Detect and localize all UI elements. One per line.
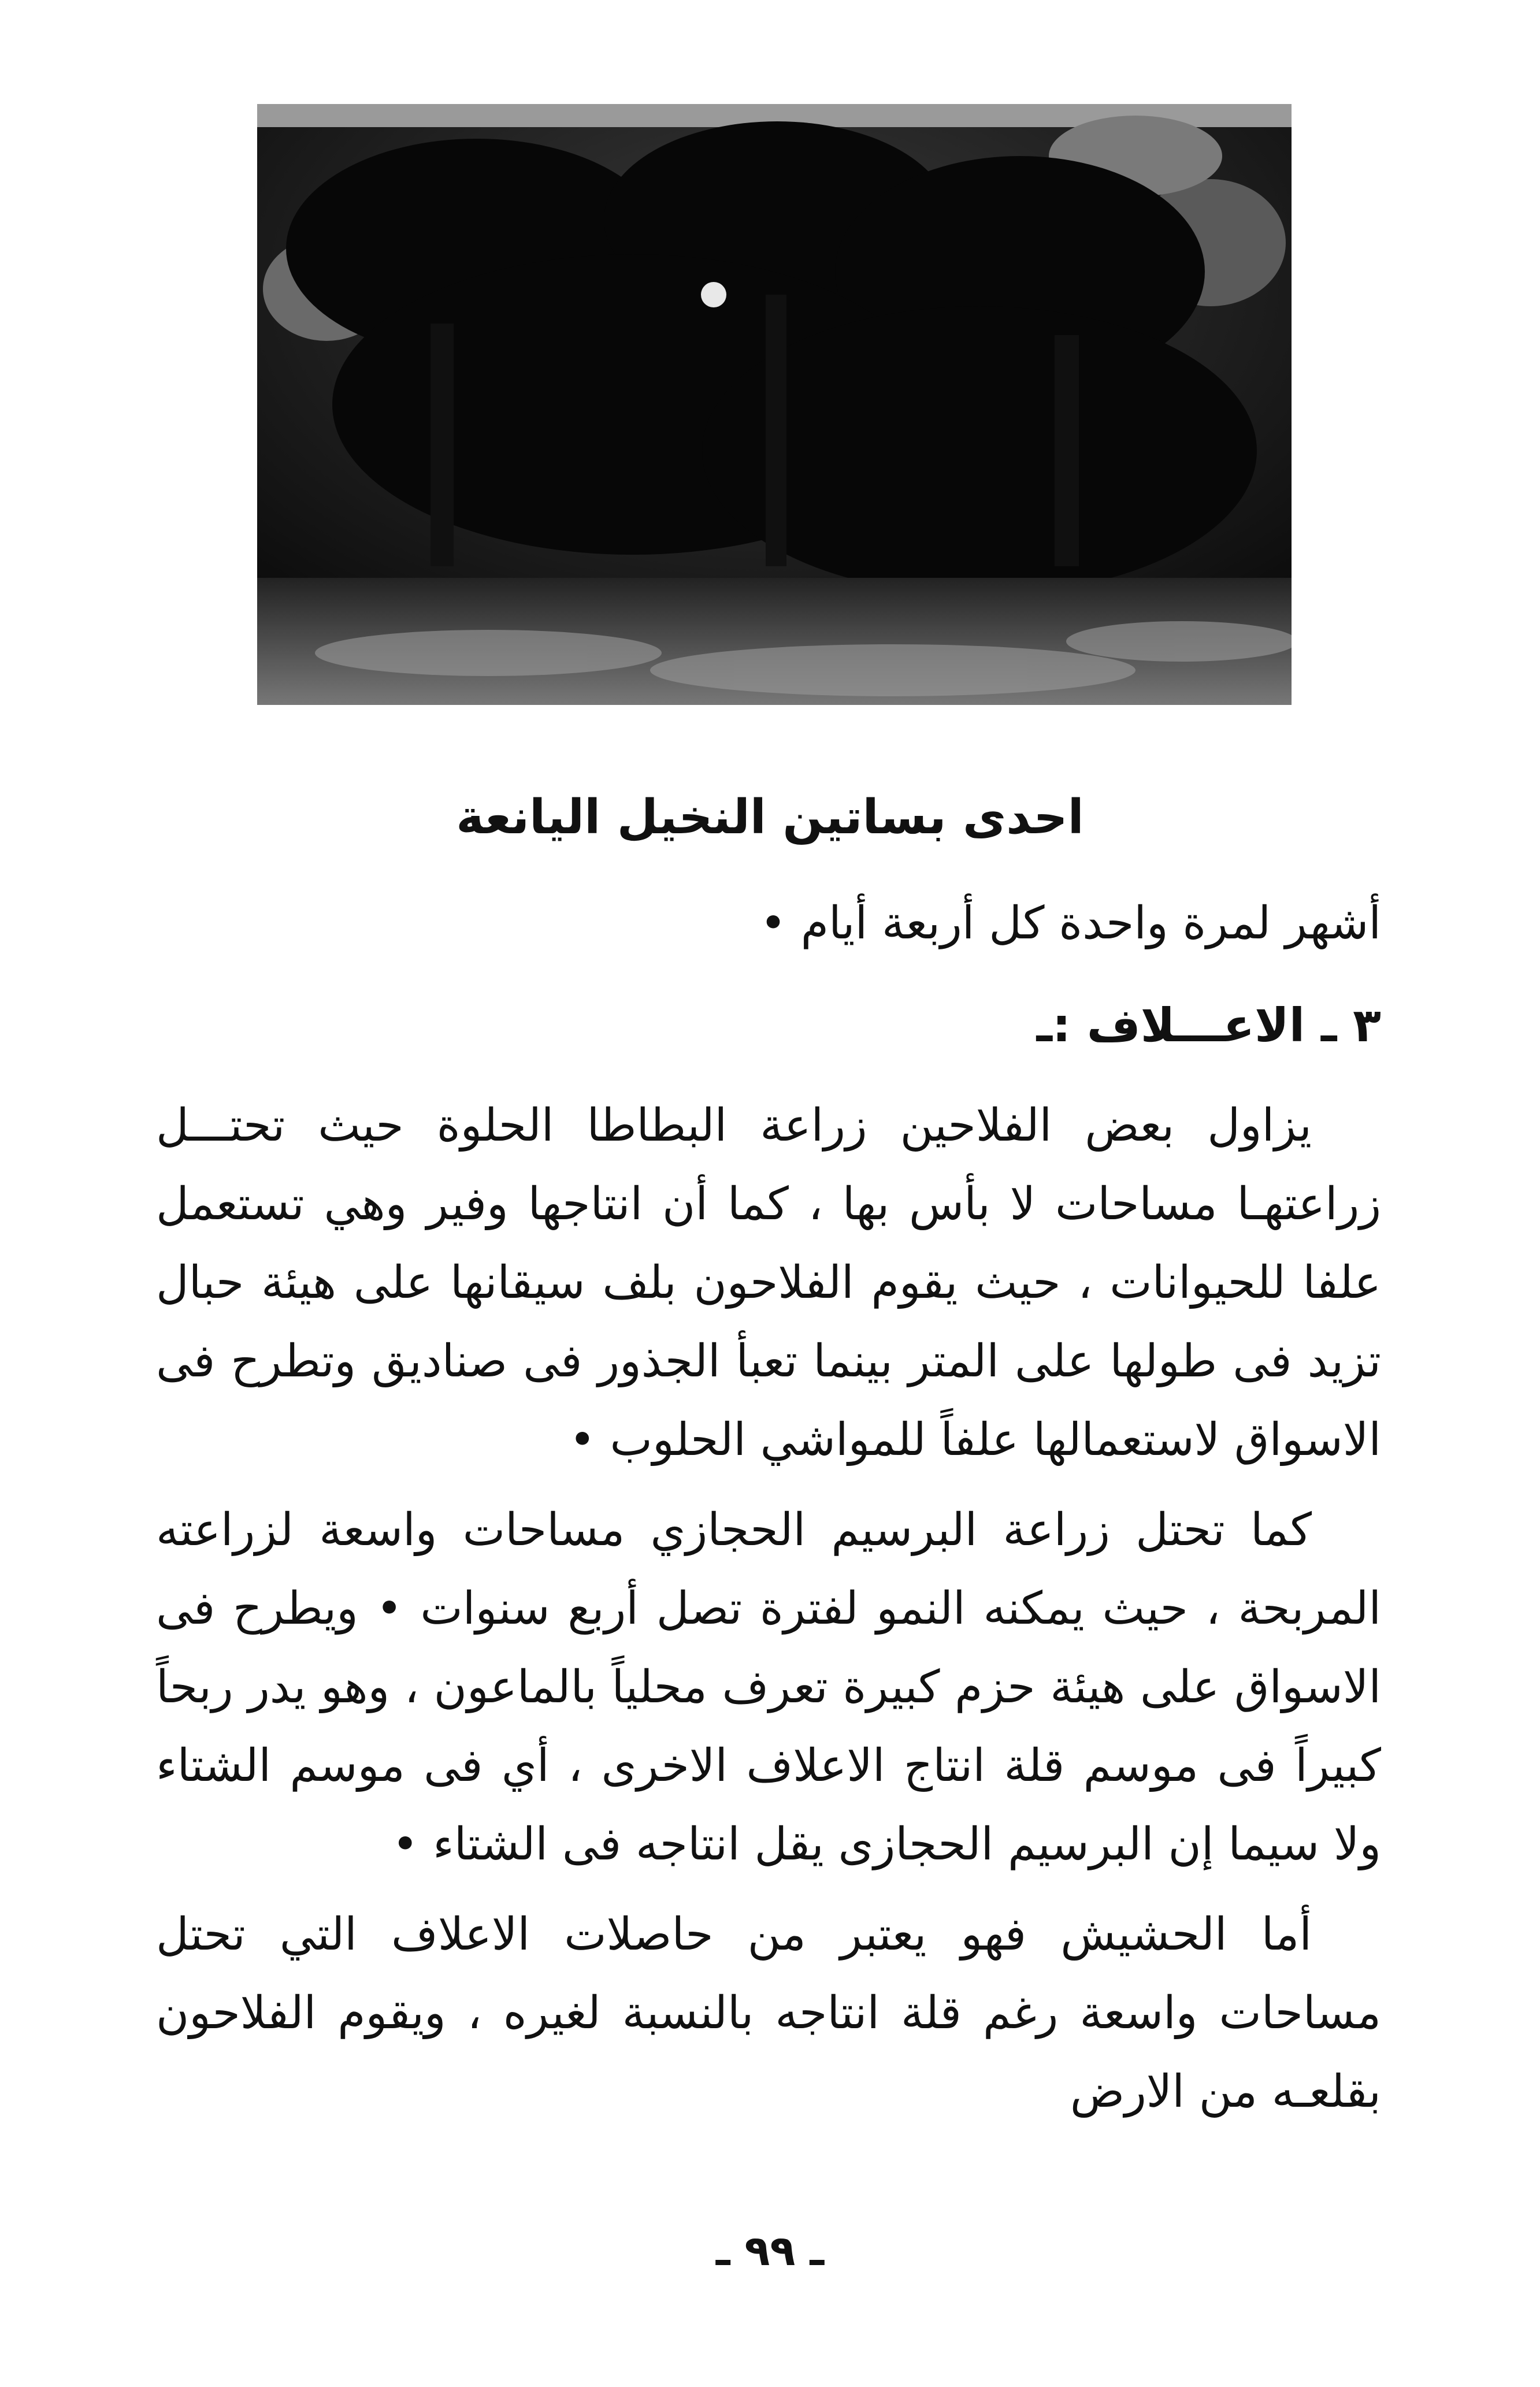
paragraph-grass: أما الحشيش فهو يعتبر من حاصلات الاعلاف التي تحتل مساحات واسعة رغم قلة انتاجه بالنسبة لغيره ، ويقوم الفلاحون بقلعـه من الارض [156, 1909, 1381, 2118]
body-text [156, 1086, 1381, 2131]
intro-line: أشهر لمرة واحدة كل أربعة أيام • [759, 897, 1381, 949]
paragraph-potatoes: يزاول بعض الفلاحين زراعة البطاطا الحلوة حيث تحتـــل زراعتهـا مساحات لا بأس بها ، كما أن انتاجها وفير وهي تستعمل علفا للحيوانات ، حيث يقوم الفلاحون بلف سيقانها على هيئة حبال تزيد فى طولها على المتر بينما تعبأ الجذور فى صناديق وتطرح فى الاسواق لاستعمالها علفاً للمواشي الحلوب • [156, 1100, 1381, 1466]
intro-text [156, 884, 1381, 963]
page-number: ـ ٩٩ ـ [715, 2226, 825, 2275]
palm-grove-image [257, 104, 1292, 705]
section-heading: ٣ ـ الاعـــلاف :ـ [1036, 998, 1381, 1052]
palm-grove-photo [257, 104, 1292, 705]
photo-caption: احدى بساتين النخيل اليانعة [456, 790, 1084, 845]
paragraph-alfalfa: كما تحتل زراعة البرسيم الحجازي مساحات واسعة لزراعته المربحة ، حيث يمكنه النمو لفترة تصل أربع سنوات • ويطرح فى الاسواق على هيئة حزم كبيرة تعرف محلياً بالماعون ، وهو يدر ربحاً كبيراً فى موسم قلة انتاج الاعلاف الاخرى ، أي فى موسم الشتاء ولا سيما إن البرسيم الحجازى يقل انتاجه فى الشتاء • [156, 1504, 1381, 1870]
